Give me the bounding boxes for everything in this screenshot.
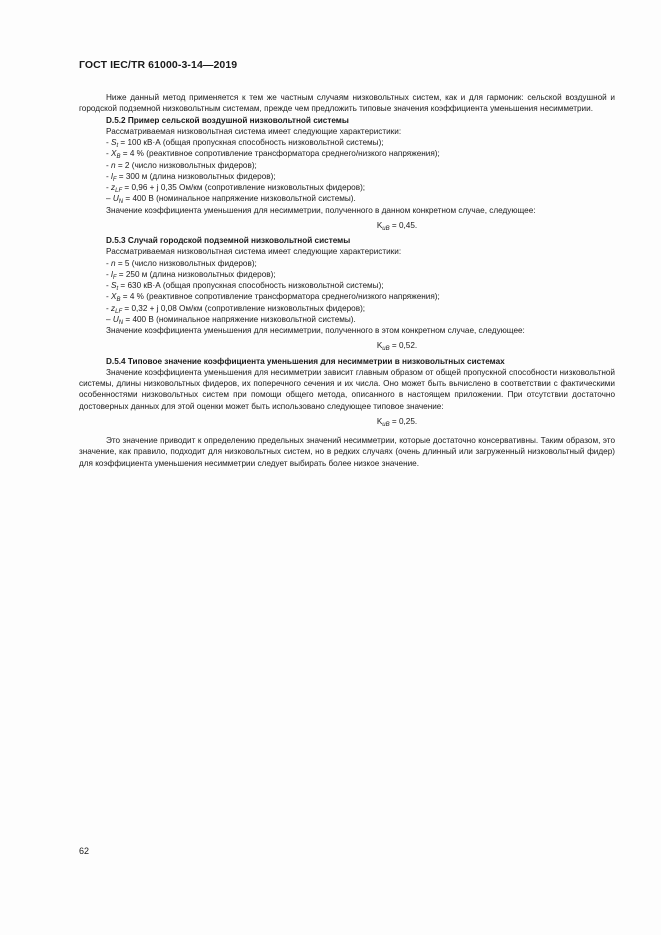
list-item: - $l_F = 300$ м (длина низковольтных фидеров); — [106, 171, 276, 183]
formula: $K_{uB} = 0,25$. — [376, 416, 418, 428]
list-item: - $l_F = 250$ м (длина низковольтных фидеров); — [106, 269, 276, 281]
document-header: ГОСТ IEC/TR 61000-3-14—2019 — [79, 59, 238, 71]
list-item: – $U_N = 400$ В (номинальное напряжение низковольтной системы). — [106, 314, 356, 326]
section-conclusion: Значение коэффициента уменьшения для несимметрии, полученного в этом конкретном случае, следующее: — [106, 326, 525, 335]
section-heading-d52: D.5.2 Пример сельской воздушной низковольтной системы — [106, 115, 349, 125]
list-item: – $U_N = 400$ В (номинальное напряжение низковольтной системы). — [106, 194, 356, 206]
section-lead: Рассматриваемая низковольтная система имеет следующие характеристики: — [106, 247, 402, 257]
parameter-list — [79, 137, 615, 205]
parameter-list — [79, 258, 615, 326]
section-paragraph: Значение коэффициента уменьшения для несимметрии зависит главным образом от общей пропускной способности низковольтной системы, длины низковольтных фидеров, их поперечного сечения и их числа. Оно может быть вычислено в соответствии с фактическими особенностями низковольтных систем при помощи общего метода, описанного в настоящем приложении. При отсутствии достаточно достоверных данных для этой оценки может быть использовано следующее типовое значение: — [79, 367, 615, 411]
formula: $K_{uB} = 0,52$. — [376, 341, 418, 353]
list-item: - $z_{LF} = 0,32 + j$ 0,08 Ом/км (сопротивление низковольтных фидеров); — [106, 303, 366, 315]
intro-paragraph: Ниже данный метод применяется к тем же частным случаям низковольтных систем, как и для гармоник: сельской воздушной и городской подземной низковольтным системам, прежде чем предложить типовые значения коэффициента уменьшения несимметрии. — [79, 93, 615, 114]
list-item: - $S_t = 630$ кВ·А (общая пропускная способность низковольтной системы); — [106, 281, 384, 292]
list-item: - n = 5 (число низковольтных фидеров); — [106, 258, 257, 268]
section-conclusion: Значение коэффициента уменьшения для несимметрии, полученного в данном конкретном случае, следующее: — [106, 205, 536, 215]
list-item: - $X_B = 4$ % (реактивное сопротивление трансформатора среднего/низкого напряжения); — [106, 149, 440, 161]
section-paragraph: Это значение приводит к определению предельных значений несимметрии, которые достаточно консервативны. Таким образом, это значение, как правило, подходит для низковольтных систем, но в редких случаях (очень длинный или загруженный низковольтный фидер) для коэффициента уменьшения несимметрии следует выбирать более низкое значение. — [79, 436, 615, 468]
list-item: - n = 2 (число низковольтных фидеров); — [106, 160, 257, 170]
section-lead: Рассматриваемая низковольтная система имеет следующие характеристики: — [106, 126, 402, 136]
formula: $K_{uB} = 0,45$. — [376, 220, 418, 232]
list-item: - $z_{LF} = 0,96 + j$ 0,35 Ом/км (сопротивление низковольтных фидеров); — [106, 183, 366, 194]
list-item: - $S_t = 100$ кВ·А (общая пропускная способность низковольтной системы); — [106, 138, 384, 149]
section-heading-d53: D.5.3 Случай городской подземной низковольтной системы — [106, 236, 351, 245]
section-heading-d54: D.5.4 Типовое значение коэффициента уменьшения для несимметрии в низковольтных системах — [106, 356, 505, 366]
page-number: 62 — [79, 846, 90, 856]
document-body — [79, 92, 615, 469]
list-item: - $X_B = 4$ % (реактивное сопротивление трансформатора среднего/низкого напряжения); — [106, 292, 440, 304]
